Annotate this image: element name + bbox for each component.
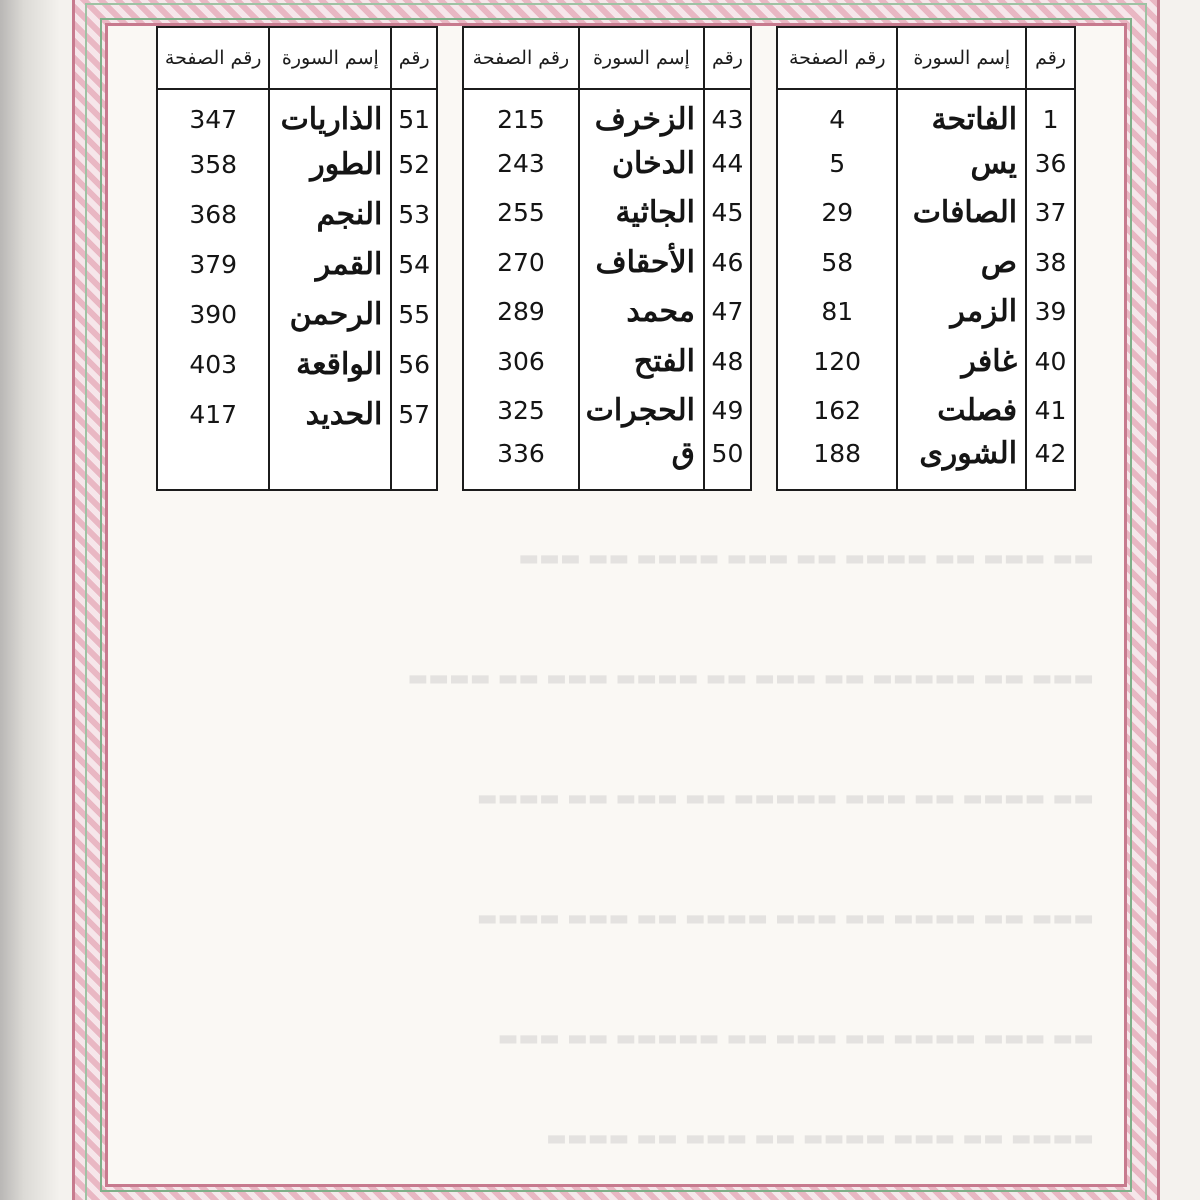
surah-name: الذاريات xyxy=(269,89,391,139)
table-row xyxy=(463,386,751,436)
page-content-area xyxy=(105,23,1127,1187)
header-page-number: رقم الصفحة xyxy=(777,27,897,89)
surah-name: الواقعة xyxy=(269,339,391,389)
surah-order: 37 xyxy=(1026,188,1075,238)
decorative-border xyxy=(72,0,1160,1200)
page-binding-shadow xyxy=(0,0,60,1200)
table-row xyxy=(157,189,437,239)
surah-name: الشورى xyxy=(897,436,1026,490)
surah-name: ص xyxy=(897,238,1026,288)
table-row xyxy=(463,287,751,337)
surah-order: 36 xyxy=(1026,139,1075,189)
surah-order: 52 xyxy=(391,139,437,189)
page-number: 358 xyxy=(189,149,238,179)
surah-order: 41 xyxy=(1026,386,1075,436)
header-page-number: رقم الصفحة xyxy=(157,27,269,89)
show-through-text: ▬▬▬▬ ▬▬ ▬▬▬ ▬▬▬▬ ▬▬ ▬▬▬ ▬▬ ▬▬▬▬ xyxy=(546,1126,1094,1151)
table-row xyxy=(157,289,437,339)
table-row xyxy=(777,386,1075,436)
table-row xyxy=(777,89,1075,139)
surah-name: فصلت xyxy=(897,386,1026,436)
table-row xyxy=(463,436,751,490)
page-number: 336 xyxy=(497,438,545,468)
show-through-text: ▬▬ ▬▬▬▬ ▬▬ ▬▬▬ ▬▬▬▬▬ ▬▬ ▬▬▬ ▬▬ ▬▬▬▬ xyxy=(476,786,1094,811)
header-surah-name: إسم السورة xyxy=(269,27,391,89)
show-through-text: ▬▬ ▬▬▬ ▬▬▬▬ ▬▬ ▬▬▬ ▬▬ ▬▬▬▬▬ ▬▬ ▬▬▬ xyxy=(497,1026,1094,1051)
surah-order: 56 xyxy=(391,339,437,389)
surah-name: الفاتحة xyxy=(897,89,1026,139)
table-header-row xyxy=(777,27,1075,89)
surah-name: الطور xyxy=(269,139,391,189)
table-row xyxy=(777,337,1075,387)
table-row xyxy=(157,339,437,389)
surah-order: 57 xyxy=(391,389,437,439)
surah-order: 51 xyxy=(391,89,437,139)
page-number: 403 xyxy=(189,349,238,379)
surah-order: 1 xyxy=(1026,89,1075,139)
page-number: 29 xyxy=(821,198,854,228)
surah-order: 44 xyxy=(704,139,751,189)
table-row xyxy=(777,287,1075,337)
surah-name: الصافات xyxy=(897,188,1026,238)
surah-name: غافر xyxy=(897,337,1026,387)
surah-order: 50 xyxy=(704,436,751,490)
table-row xyxy=(777,139,1075,189)
table-header-row xyxy=(157,27,437,89)
show-through-text: ▬▬▬ ▬▬ ▬▬▬▬▬ ▬▬ ▬▬▬ ▬▬ ▬▬▬▬ ▬▬▬ ▬▬ ▬▬▬▬ xyxy=(407,666,1094,691)
table-row xyxy=(777,436,1075,490)
surah-name: الأحقاف xyxy=(579,238,704,288)
table-header-row xyxy=(463,27,751,89)
page-number: 120 xyxy=(813,346,862,376)
page-number: 306 xyxy=(497,346,545,376)
show-through-text: ▬▬▬ ▬▬ ▬▬▬▬ ▬▬ ▬▬▬ ▬▬▬▬ ▬▬ ▬▬▬ ▬▬▬▬ xyxy=(476,906,1094,931)
page-number: 255 xyxy=(497,198,545,228)
surah-order: 38 xyxy=(1026,238,1075,288)
show-through-text: ▬▬ ▬▬▬ ▬▬ ▬▬▬▬ ▬▬ ▬▬▬ ▬▬▬▬ ▬▬ ▬▬▬ xyxy=(518,546,1094,571)
table-row xyxy=(777,188,1075,238)
page-number: 390 xyxy=(189,299,238,329)
surah-order: 42 xyxy=(1026,436,1075,490)
surah-name: الرحمن xyxy=(269,289,391,339)
surah-order: 46 xyxy=(704,238,751,288)
page-number: 58 xyxy=(821,247,854,277)
surah-name: القمر xyxy=(269,239,391,289)
header-surah-name: إسم السورة xyxy=(897,27,1026,89)
surah-order: 39 xyxy=(1026,287,1075,337)
surah-order: 49 xyxy=(704,386,751,436)
table-row xyxy=(463,337,751,387)
surah-order: 48 xyxy=(704,337,751,387)
table-row xyxy=(463,139,751,189)
table-row xyxy=(157,389,437,439)
surah-order: 40 xyxy=(1026,337,1075,387)
surah-order: 45 xyxy=(704,188,751,238)
surah-index-table-3 xyxy=(156,26,438,491)
header-order: رقم xyxy=(704,27,751,89)
surah-index-tables xyxy=(156,26,1076,491)
page-number: 325 xyxy=(497,396,545,426)
page-number: 162 xyxy=(813,396,862,426)
surah-name: محمد xyxy=(579,287,704,337)
surah-order: 54 xyxy=(391,239,437,289)
header-order: رقم xyxy=(1026,27,1075,89)
surah-index-table-2 xyxy=(462,26,752,491)
surah-name: الزمر xyxy=(897,287,1026,337)
page-number: 4 xyxy=(829,104,846,134)
table-row xyxy=(157,89,437,139)
surah-order: 53 xyxy=(391,189,437,239)
surah-index-table-1 xyxy=(776,26,1076,491)
page-number: 243 xyxy=(497,148,545,178)
surah-name: الزخرف xyxy=(579,89,704,139)
surah-order: 43 xyxy=(704,89,751,139)
surah-name: الحديد xyxy=(269,389,391,439)
surah-order: 47 xyxy=(704,287,751,337)
header-order: رقم xyxy=(391,27,437,89)
table-row xyxy=(463,188,751,238)
page-number: 5 xyxy=(829,148,846,178)
surah-name: يس xyxy=(897,139,1026,189)
page-number: 347 xyxy=(189,105,238,135)
surah-name: الدخان xyxy=(579,139,704,189)
page-number: 188 xyxy=(813,438,862,468)
table-row xyxy=(463,89,751,139)
surah-name: النجم xyxy=(269,189,391,239)
page-number: 368 xyxy=(189,199,238,229)
page-number: 289 xyxy=(497,297,545,327)
surah-name: الحجرات xyxy=(579,386,704,436)
table-row-empty xyxy=(157,439,437,489)
page-number: 215 xyxy=(497,104,545,134)
header-page-number: رقم الصفحة xyxy=(463,27,579,89)
table-row xyxy=(157,139,437,189)
page-number: 81 xyxy=(821,297,854,327)
surah-order: 55 xyxy=(391,289,437,339)
surah-name: ق xyxy=(579,436,704,490)
header-surah-name: إسم السورة xyxy=(579,27,704,89)
page-number: 379 xyxy=(189,249,238,279)
table-row xyxy=(777,238,1075,288)
table-row xyxy=(463,238,751,288)
surah-name: الفتح xyxy=(579,337,704,387)
page-number: 270 xyxy=(497,247,545,277)
surah-name: الجاثية xyxy=(579,188,704,238)
table-row xyxy=(157,239,437,289)
page-number: 417 xyxy=(189,399,238,429)
